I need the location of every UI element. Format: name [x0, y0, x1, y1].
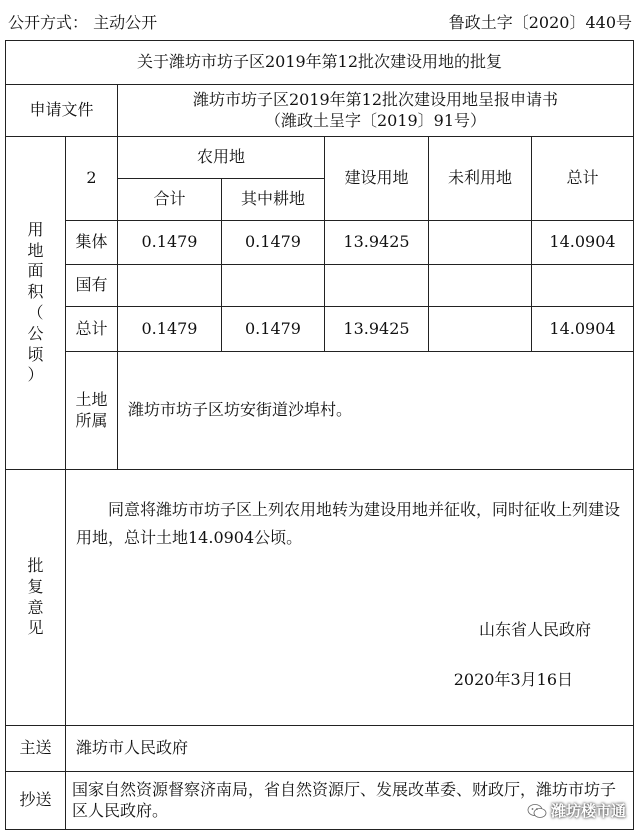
approval-label-char: 批	[27, 555, 44, 575]
total-header: 总计	[532, 137, 634, 221]
land-area-label-char: （	[27, 303, 44, 322]
approval-opinion	[66, 470, 634, 726]
row-label: 国有	[66, 265, 118, 307]
land-area-label-char: 用	[27, 219, 44, 239]
copy-to-label: 抄送	[6, 772, 66, 830]
cell-subtotal	[118, 265, 222, 307]
main-recipient-label: 主送	[6, 726, 66, 772]
ownership-label-line: 所属	[75, 410, 108, 430]
agricultural-header: 农用地	[118, 137, 325, 179]
document-title: 关于潍坊市坊子区2019年第12批次建设用地的批复	[6, 41, 634, 85]
approval-date: 2020年3月16日	[453, 670, 574, 689]
land-area-label-char: 地	[27, 240, 44, 260]
cell-cultivated: 0.1479	[222, 307, 325, 352]
land-area-label-char: 公	[27, 323, 44, 343]
unused-header: 未利用地	[429, 137, 532, 221]
cell-subtotal: 0.1479	[118, 307, 222, 352]
ownership-value: 潍坊市坊子区坊安街道沙埠村。	[118, 352, 634, 470]
approval-label-char: 意	[27, 597, 44, 617]
ownership-label	[66, 352, 118, 470]
cell-total: 14.0904	[532, 307, 634, 352]
wechat-icon	[527, 803, 547, 819]
document-number: 鲁政土字〔2020〕440号	[448, 13, 632, 32]
cell-unused	[429, 221, 532, 265]
main-recipient-value: 潍坊市人民政府	[66, 726, 634, 772]
approval-label	[6, 470, 66, 726]
cultivated-header: 其中耕地	[222, 179, 325, 221]
land-area-label-char: 面	[27, 261, 44, 281]
approval-label-char: 见	[27, 618, 44, 638]
cell-construction	[325, 265, 429, 307]
row-label: 集体	[66, 221, 118, 265]
cell-total: 14.0904	[532, 221, 634, 265]
cell-cultivated: 0.1479	[222, 221, 325, 265]
construction-header: 建设用地	[325, 137, 429, 221]
cell-cultivated	[222, 265, 325, 307]
cell-construction: 13.9425	[325, 307, 429, 352]
approval-text: 同意将潍坊市坊子区上列农用地转为建设用地并征收，同时征收上列建设用地，总计土地14.0904公顷。	[76, 500, 621, 547]
ownership-label-line: 土地	[75, 389, 108, 409]
cell-total	[532, 265, 634, 307]
subtotal-header: 合计	[118, 179, 222, 221]
cell-construction: 13.9425	[325, 221, 429, 265]
cell-unused	[429, 265, 532, 307]
land-area-label	[6, 137, 66, 470]
row-label: 总计	[66, 307, 118, 352]
approval-form-table	[5, 40, 634, 830]
table-row	[6, 307, 634, 352]
watermark-text: 潍坊楼市通	[550, 802, 626, 820]
cell-unused	[429, 307, 532, 352]
table-row	[6, 221, 634, 265]
copy-to-value: 国家自然资源督察济南局，省自然资源厅、发展改革委、财政厅，潍坊市坊子区人民政府。	[66, 772, 634, 830]
application-line-2: （潍政土呈字〔2019〕91号）	[264, 110, 487, 130]
publish-mode: 公开方式： 主动公开	[8, 13, 158, 32]
approval-signature: 山东省人民政府	[479, 620, 592, 639]
land-area-label-char: ）	[27, 365, 44, 385]
corner-value: 2	[66, 137, 118, 221]
land-area-label-char: 积	[27, 282, 44, 302]
application-content	[118, 85, 634, 137]
approval-label-char: 复	[27, 576, 44, 596]
application-label: 申请文件	[6, 85, 118, 137]
watermark	[527, 800, 626, 821]
table-row	[6, 265, 634, 307]
land-area-label-char: 顷	[27, 344, 44, 364]
application-line-1: 潍坊市坊子区2019年第12批次建设用地呈报申请书	[192, 89, 559, 109]
cell-subtotal: 0.1479	[118, 221, 222, 265]
